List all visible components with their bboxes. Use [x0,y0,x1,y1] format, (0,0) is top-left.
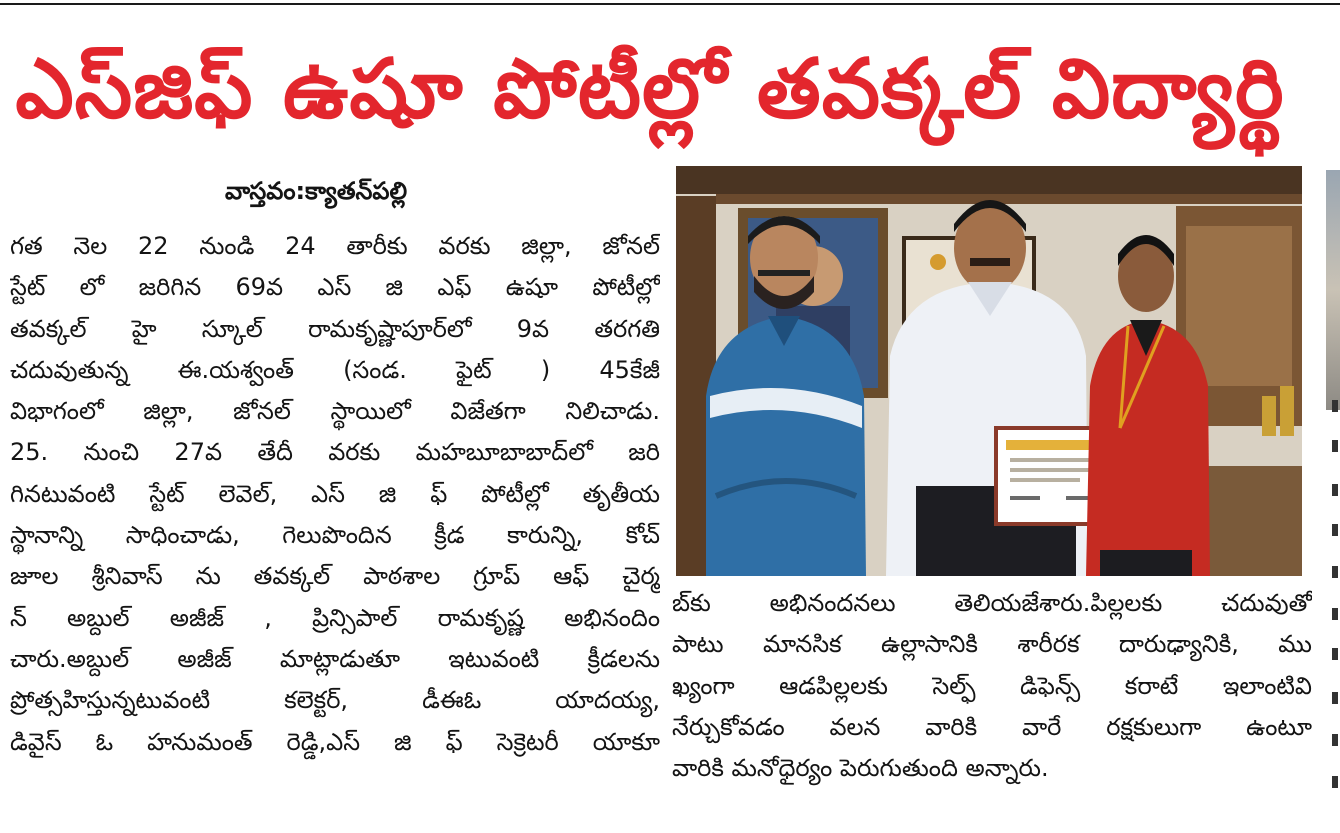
text-line: గినటువంటి స్టేట్ లెవెల్, ఎస్ జి ఫ్ పోటీల్లో తృతీయ [10,479,660,508]
text-line: చదువుతున్న ఈ.యశ్వంత్ (సండ. ఫైట్ ) 45కేజీ [10,355,660,384]
text-line: డివైస్ ఓ హనుమంత్ రెడ్డి,ఎస్ జి ఫ్ సెక్రెటరీ యాకూ [10,727,660,756]
text-line: పాటు మానసిక ఉల్లాసానికి శారీరక దారుఢ్యానికి, ము [672,630,1312,659]
adjacent-article-text-edge [1330,400,1340,820]
award-photo-illustration [676,166,1302,576]
headline: ఎస్‌జిఫ్ ఉషూ పోటీల్లో తవక్కల్ విద్యార్థి [15,42,1285,137]
text-line: చారు.అబ్దుల్ అజీజ్ మాట్లాడుతూ ఇటువంటి క్రీడలను [10,644,660,673]
award-photo [676,166,1302,576]
text-line: స్థానాన్ని సాధించాడు, గెలుపొందిన క్రీడ కారున్ని, కోచ్ [10,521,660,550]
dateline: వాస్తవం:క్యాతన్‌పల్లి [225,177,408,205]
text-line: ఖ్యంగా ఆడపిల్లలకు సెల్ఫ్ డిఫెన్స్ కరాటే ఇలాంటివి [672,671,1312,700]
text-line: ప్రోత్సహిస్తున్నటువంటి కలెక్టర్, డీఈఓ యాదయ్య, [10,686,660,715]
text-line: జూల శ్రీనివాస్ ను తవక్కల్ పాఠశాల గ్రూప్ ఆఫ్ చైర్మ [10,562,660,591]
article-column-left [10,226,660,816]
text-line: వారికి మనోధైర్యం పెరుగుతుంది అన్నారు. [672,754,1049,783]
text-line: విభాగంలో జిల్లా, జోనల్ స్థాయిలో విజేతగా నిలిచాడు. [10,397,660,426]
text-line: 25. నుంచి 27వ తేదీ వరకు మహబూబాబాద్‌లో జరి [10,438,660,467]
text-line: బ్‌కు అభినందనలు తెలియజేశారు.పిల్లలకు చదువుతో [672,589,1312,617]
article-column-right [672,583,1312,813]
adjacent-article-photo-edge [1326,170,1340,410]
text-line: నేర్చుకోవడం వలన వారికి వారే రక్షకులుగా ఉంటూ [672,712,1312,741]
text-line: న్ అబ్దుల్ అజీజ్ , ప్రిన్సిపాల్ రామకృష్ణ అభినందిం [10,603,660,632]
text-line: స్టేట్ లో జరిగిన 69వ ఎస్ జి ఎఫ్ ఉషూ పోటీల్లో [10,273,660,302]
text-line: గత నెల 22 నుండి 24 తారీకు వరకు జిల్లా, జోనల్ [10,232,660,260]
text-line: తవక్కల్ హై స్కూల్ రామకృష్ణాపూర్‌లో 9వ తరగతి [10,314,660,343]
top-rule [0,3,1340,5]
